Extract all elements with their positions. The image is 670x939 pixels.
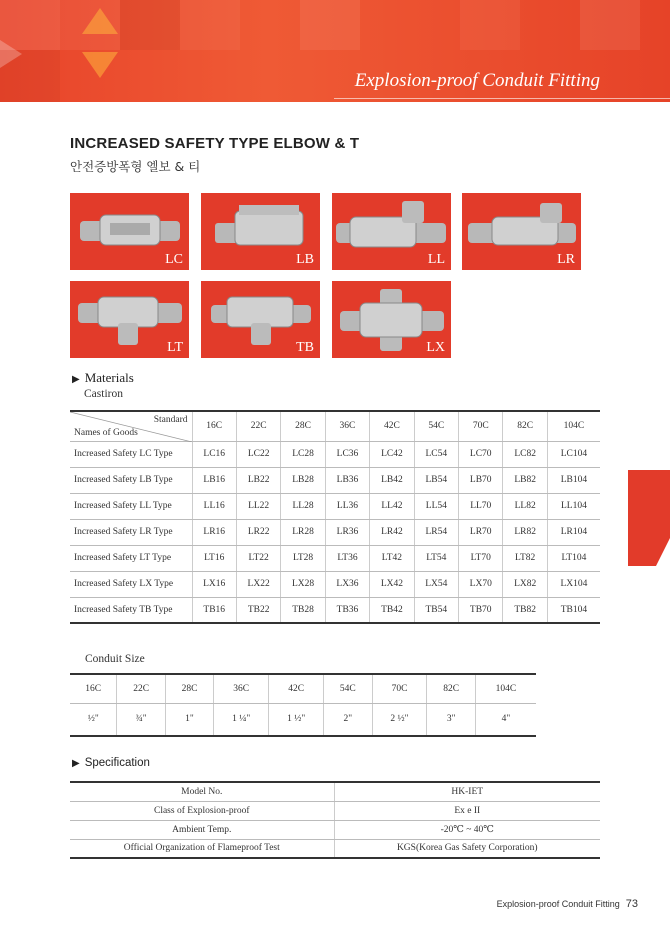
product-label: LR xyxy=(557,252,575,267)
table-row: Increased Safety TB Type TB16 TB22 TB28 TB36 TB42 TB54 TB70 TB82 TB104 xyxy=(70,597,600,623)
column-header: 42C xyxy=(370,411,414,441)
page-number: 73 xyxy=(625,898,638,910)
column-header: 28C xyxy=(281,411,325,441)
product-tile-lx xyxy=(332,281,451,358)
column-header: 70C xyxy=(372,674,427,703)
product-tile-lc xyxy=(70,193,189,270)
material-type: Castiron xyxy=(84,388,123,400)
triangle-right-icon: ▶ xyxy=(72,758,80,769)
table-row: Increased Safety LX Type LX16 LX22 LX28 LX36 LX42 LX54 LX70 LX82 LX104 xyxy=(70,571,600,597)
banner-divider xyxy=(334,98,670,99)
product-label: LX xyxy=(426,340,445,355)
footer-text: Explosion-proof Conduit Fitting xyxy=(496,899,620,909)
column-header: 16C xyxy=(192,411,236,441)
table-row: Increased Safety LC Type LC16 LC22 LC28 LC36 LC42 LC54 LC70 LC82 LC104 xyxy=(70,441,600,467)
table-row: Increased Safety LL Type LL16 LL22 LL28 LL36 LL42 LL54 LL70 LL82 LL104 xyxy=(70,493,600,519)
materials-heading: ▶ Materials xyxy=(72,370,134,385)
column-header: 36C xyxy=(214,674,269,703)
column-header: 42C xyxy=(269,674,324,703)
product-label: LB xyxy=(296,252,314,267)
side-chapter-tab xyxy=(628,470,670,566)
table-row: Increased Safety LT Type LT16 LT22 LT28 LT36 LT42 LT54 LT70 LT82 LT104 xyxy=(70,545,600,571)
column-header: 28C xyxy=(165,674,213,703)
table-row: Class of Explosion-proof Ex e II xyxy=(70,801,600,820)
conduit-size-heading: Conduit Size xyxy=(85,653,145,665)
product-label: LL xyxy=(427,252,445,267)
table-row: Official Organization of Flameproof Test KGS(Korea Gas Safety Corporation) xyxy=(70,839,600,858)
specification-heading: ▶ Specification xyxy=(72,757,150,769)
table-row: Increased Safety LB Type LB16 LB22 LB28 LB36 LB42 LB54 LB70 LB82 LB104 xyxy=(70,467,600,493)
conduit-size-table xyxy=(70,673,536,737)
column-header: 54C xyxy=(324,674,372,703)
table-row: Model No. HK-IET xyxy=(70,782,600,801)
page-footer xyxy=(497,898,638,910)
column-header: 104C xyxy=(475,674,536,703)
product-tile-lr xyxy=(462,193,581,270)
column-header: 70C xyxy=(459,411,503,441)
product-tile-tb xyxy=(201,281,320,358)
specification-table xyxy=(70,781,600,859)
product-tile-lb xyxy=(201,193,320,270)
product-label: TB xyxy=(296,340,314,355)
column-header: 22C xyxy=(117,674,165,703)
column-header: 104C xyxy=(547,411,600,441)
table-corner-header: Standard Names of Goods xyxy=(70,411,192,441)
page-title: INCREASED SAFETY TYPE ELBOW & T xyxy=(70,135,360,152)
column-header: 54C xyxy=(414,411,458,441)
header-banner xyxy=(0,0,670,102)
materials-table xyxy=(70,410,600,624)
column-header: 82C xyxy=(503,411,547,441)
table-row: Increased Safety LR Type LR16 LR22 LR28 LR36 LR42 LR54 LR70 LR82 LR104 xyxy=(70,519,600,545)
product-label: LC xyxy=(165,252,183,267)
column-header: 82C xyxy=(427,674,475,703)
table-row: Ambient Temp. -20℃ ~ 40℃ xyxy=(70,820,600,839)
page-header-title: Explosion-proof Conduit Fitting xyxy=(354,70,600,91)
column-header: 22C xyxy=(236,411,280,441)
product-tile-lt xyxy=(70,281,189,358)
product-tile-ll xyxy=(332,193,451,270)
column-header: 36C xyxy=(325,411,369,441)
column-header: 16C xyxy=(70,674,117,703)
page-subtitle-korean: 안전증방폭형 엘보 & 티 xyxy=(70,159,201,174)
triangle-right-icon: ▶ xyxy=(72,374,80,385)
table-row: ½" ¾" 1" 1 ¼" 1 ½" 2" 2 ½" 3" 4" xyxy=(70,703,536,736)
product-label: LT xyxy=(167,340,183,355)
